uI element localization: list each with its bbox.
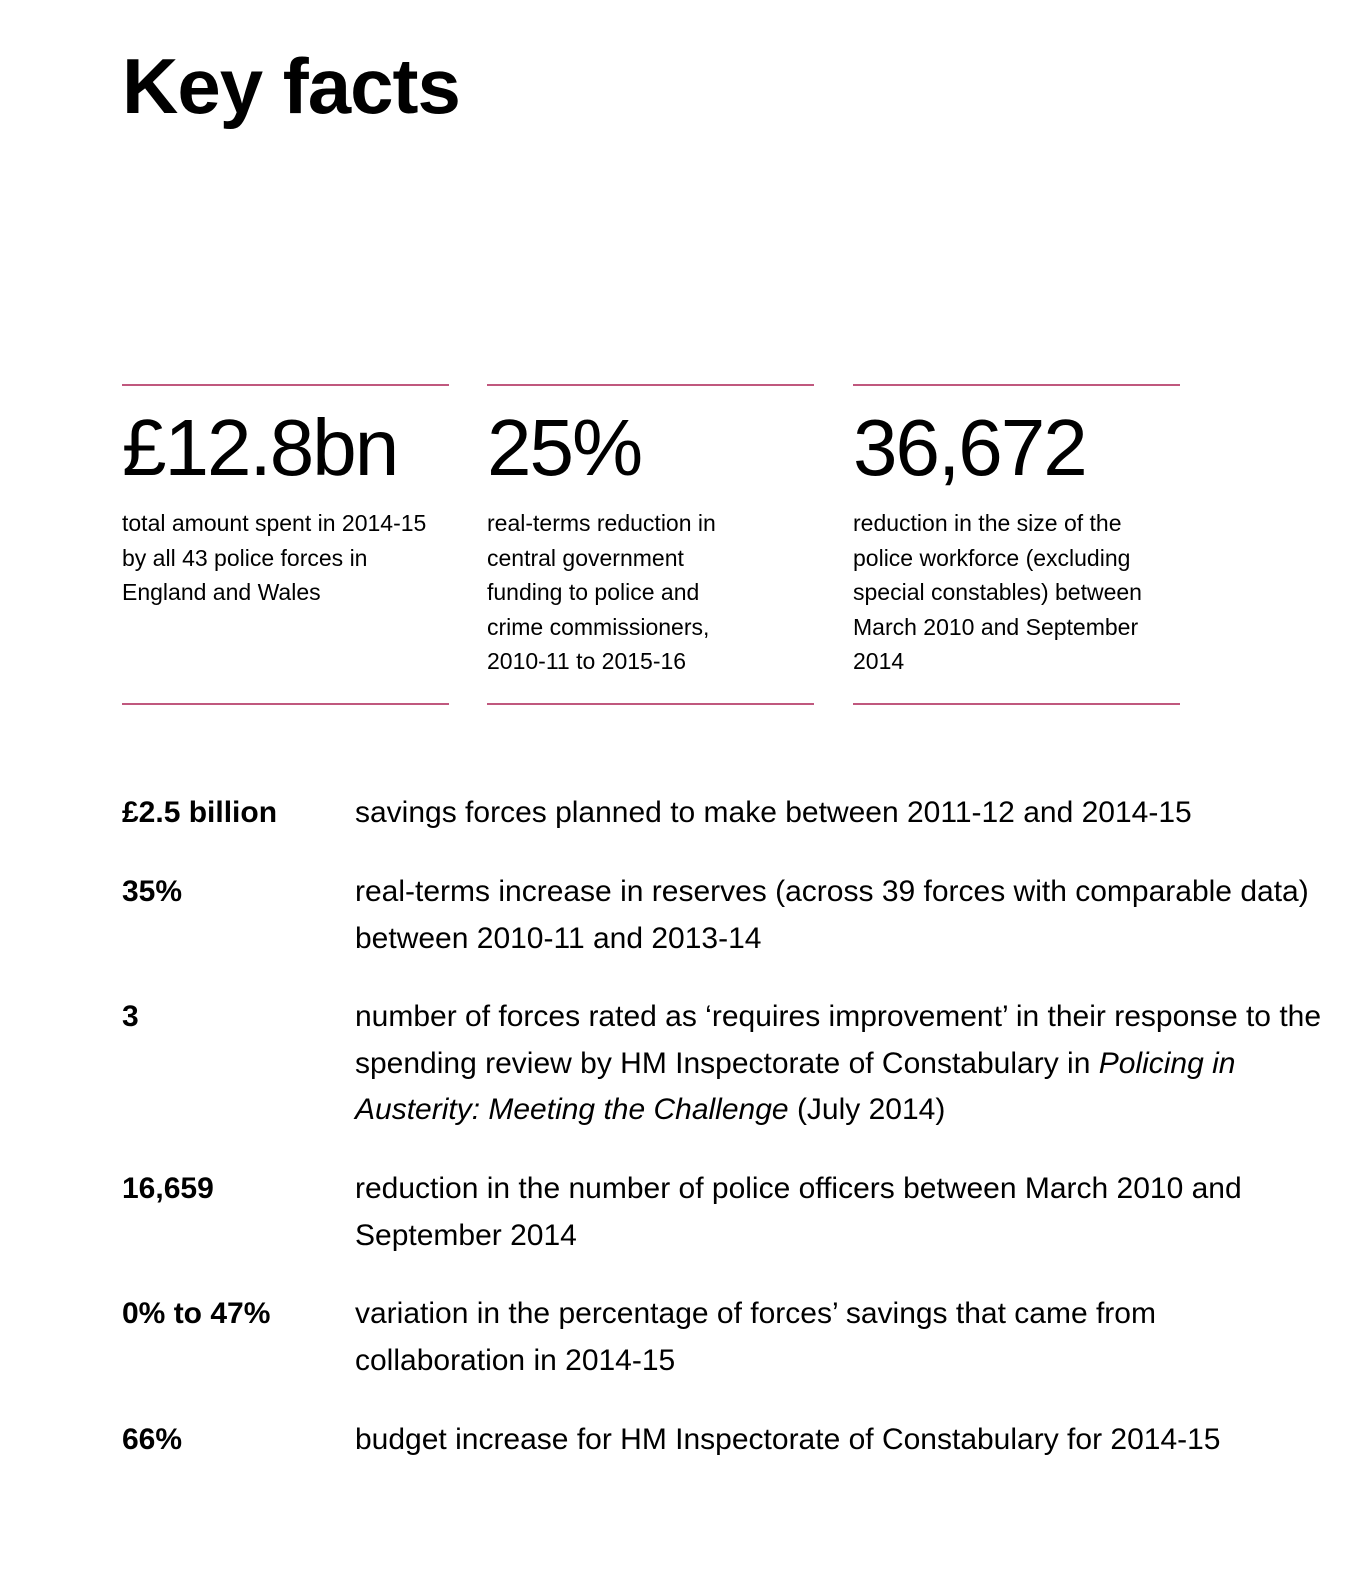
fact-value: 66% [122,1423,183,1456]
fact-description-text: (July 2014) [796,1093,946,1126]
fact-description: real-terms increase in reserves (across 39 forces with comparable data) between 2010-11 and 2013-14 [355,875,1309,955]
fact-description: reduction in the number of police officers between March 2010 and September 2014 [355,1172,1242,1252]
fact-value: £2.5 billion [122,796,278,829]
fact-description-text: number of forces rated as ‘requires improvement’ in their response to the spending review by HM Inspectorate of Constabulary in [355,1000,1322,1080]
stat-value: 25% [487,403,642,492]
fact-description: savings forces planned to make between 2011-12 and 2014-15 [355,796,1192,829]
stat-value: 36,672 [853,403,1086,492]
fact-description [355,994,1330,1134]
fact-value: 3 [122,1000,139,1033]
stat-description: real-terms reduction in central government funding to police and crime commissioners, 2010-11 to 2015-16 [487,510,716,674]
page-title: Key facts [122,42,460,130]
stat-card-total-spend [122,384,449,705]
stat-description: reduction in the size of the police workforce (excluding special constables) between March 2010 and September 2014 [853,510,1142,674]
stat-description: total amount spent in 2014-15 by all 43 police forces in England and Wales [122,510,427,605]
stat-value: £12.8bn [122,403,398,492]
fact-value: 16,659 [122,1172,214,1205]
publication-title: Policing in Austerity: Meeting the Challenge [355,1046,1236,1126]
fact-description: variation in the percentage of forces’ savings that came from collaboration in 2014-15 [355,1297,1156,1377]
fact-value: 0% to 47% [122,1297,271,1330]
fact-value: 35% [122,875,183,908]
stat-card-funding-reduction [487,384,814,705]
stat-card-workforce-reduction [853,384,1180,705]
fact-description: budget increase for HM Inspectorate of Constabulary for 2014-15 [355,1423,1221,1456]
